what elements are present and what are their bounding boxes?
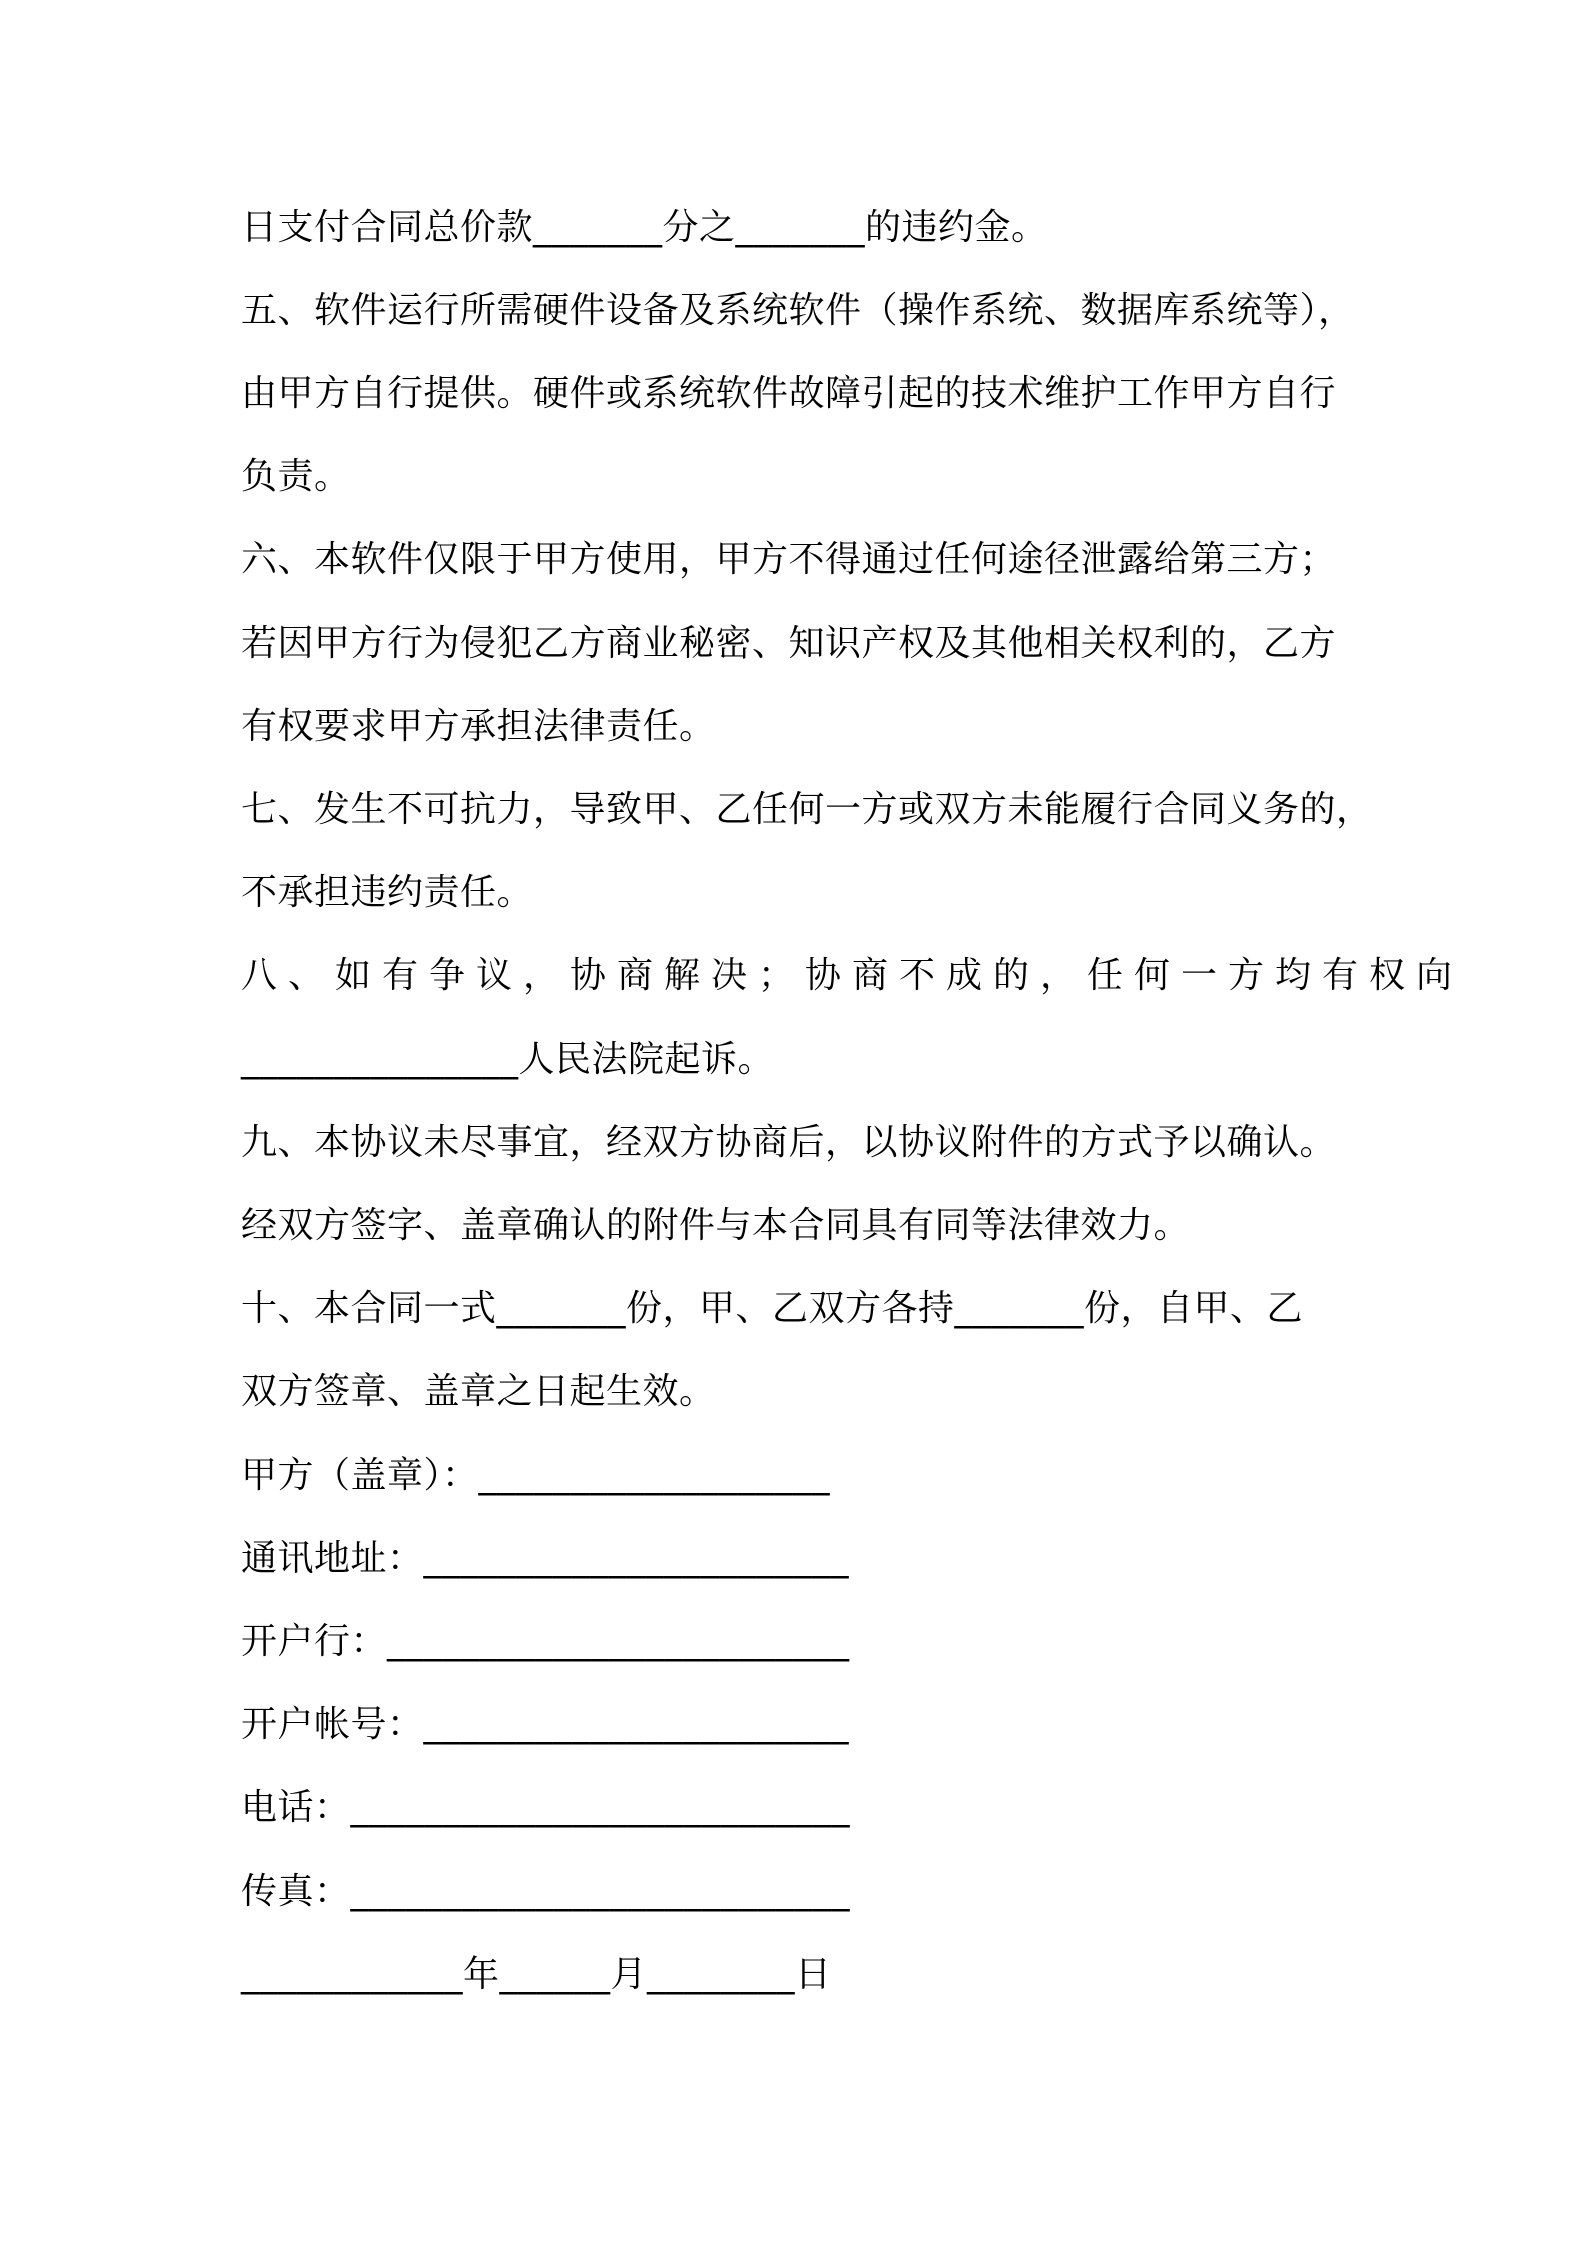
clause-10-line-1: 十、本合同一式_______份，甲、乙双方各持_______份，自甲、乙 bbox=[241, 1288, 1304, 1329]
clause-5-line-1: 五、软件运行所需硬件设备及系统软件（操作系统、数据库系统等）， bbox=[241, 290, 1355, 331]
clause-6-line-1: 六、本软件仅限于甲方使用，甲方不得通过任何途径泄露给第三方； bbox=[241, 539, 1337, 580]
clause-6-line-3: 有权要求甲方承担法律责任。 bbox=[241, 706, 716, 747]
clause-7-line-1: 七、发生不可抗力，导致甲、乙任何一方或双方未能履行合同义务的， bbox=[241, 789, 1373, 830]
phone-field: 电话：___________________________ bbox=[241, 1787, 851, 1828]
bank-field: 开户行：_________________________ bbox=[241, 1621, 850, 1662]
fax-field: 传真：___________________________ bbox=[241, 1871, 851, 1912]
clause-4-continuation: 日支付合同总价款_______分之_______的违约金。 bbox=[241, 207, 1048, 248]
account-number-field: 开户帐号：_______________________ bbox=[241, 1704, 850, 1745]
clause-7-line-2: 不承担违约责任。 bbox=[241, 872, 534, 913]
clause-5-line-2: 由甲方自行提供。硬件或系统软件故障引起的技术维护工作甲方自行 bbox=[241, 373, 1337, 414]
clause-9-line-1: 九、本协议未尽事宜，经双方协商后，以协议附件的方式予以确认。 bbox=[241, 1122, 1337, 1163]
clause-8-line-2: _______________人民法院起诉。 bbox=[241, 1039, 775, 1080]
date-field: ____________年______月________日 bbox=[241, 1954, 832, 1995]
address-field: 通讯地址：_______________________ bbox=[241, 1538, 850, 1579]
clause-5-line-3: 负责。 bbox=[241, 456, 351, 497]
clause-6-line-2: 若因甲方行为侵犯乙方商业秘密、知识产权及其他相关权利的，乙方 bbox=[241, 623, 1337, 664]
party-a-seal-field: 甲方（盖章）：___________________ bbox=[241, 1455, 831, 1496]
clause-8-line-1: 八、如有争议，协商解决；协商不成的，任何一方均有权向 bbox=[241, 955, 1464, 996]
clause-9-line-2: 经双方签字、盖章确认的附件与本合同具有同等法律效力。 bbox=[241, 1205, 1191, 1246]
clause-10-line-2: 双方签章、盖章之日起生效。 bbox=[241, 1371, 716, 1412]
